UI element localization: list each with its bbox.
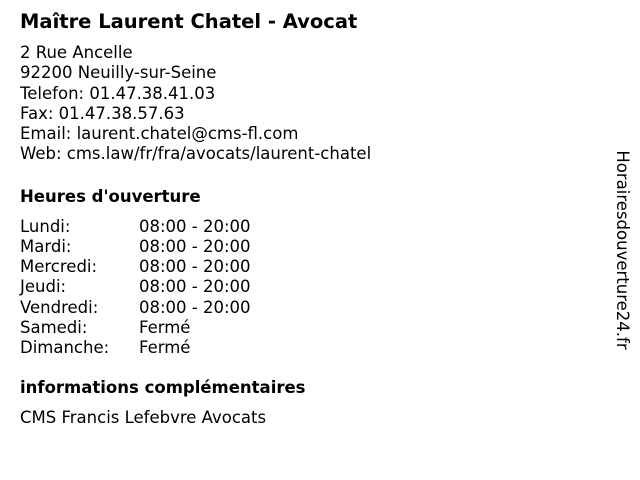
day-label: Mardi: <box>20 236 72 256</box>
day-hours: 08:00 - 20:00 <box>139 216 251 236</box>
day-label: Mercredi: <box>20 257 98 277</box>
hours-row-wednesday <box>20 257 600 277</box>
contact-block <box>20 43 600 165</box>
phone-number: Telefon: 01.47.38.41.03 <box>20 83 216 103</box>
day-hours: 08:00 - 20:00 <box>139 236 251 256</box>
watermark-text: Horairesdouverture24.fr <box>613 150 632 350</box>
day-hours: 08:00 - 20:00 <box>139 257 251 277</box>
day-hours: Fermé <box>139 317 191 337</box>
hours-row-friday <box>20 298 600 318</box>
day-label: Dimanche: <box>20 337 110 357</box>
hours-row-tuesday <box>20 237 600 257</box>
website-url: Web: cms.law/fr/fra/avocats/laurent-chatel <box>20 144 372 164</box>
day-hours: 08:00 - 20:00 <box>139 277 251 297</box>
fax-number: Fax: 01.47.38.57.63 <box>20 103 185 123</box>
hours-row-sunday <box>20 338 600 358</box>
opening-hours-table <box>20 217 600 358</box>
day-hours: Fermé <box>139 337 191 357</box>
email-address: Email: laurent.chatel@cms-fl.com <box>20 124 299 144</box>
page-title: Maître Laurent Chatel - Avocat <box>20 10 358 33</box>
city-address: 92200 Neuilly-sur-Seine <box>20 63 217 83</box>
additional-info-text: CMS Francis Lefebvre Avocats <box>20 408 267 428</box>
additional-info-heading: informations complémentaires <box>20 378 306 398</box>
hours-row-thursday <box>20 277 600 297</box>
street-address: 2 Rue Ancelle <box>20 43 133 62</box>
day-label: Vendredi: <box>20 297 99 317</box>
hours-row-saturday <box>20 318 600 338</box>
business-card <box>20 9 600 428</box>
day-label: Samedi: <box>20 317 88 337</box>
opening-hours-heading: Heures d'ouverture <box>20 186 201 206</box>
day-hours: 08:00 - 20:00 <box>139 297 251 317</box>
day-label: Jeudi: <box>20 277 67 297</box>
hours-row-monday <box>20 217 600 237</box>
day-label: Lundi: <box>20 216 71 236</box>
